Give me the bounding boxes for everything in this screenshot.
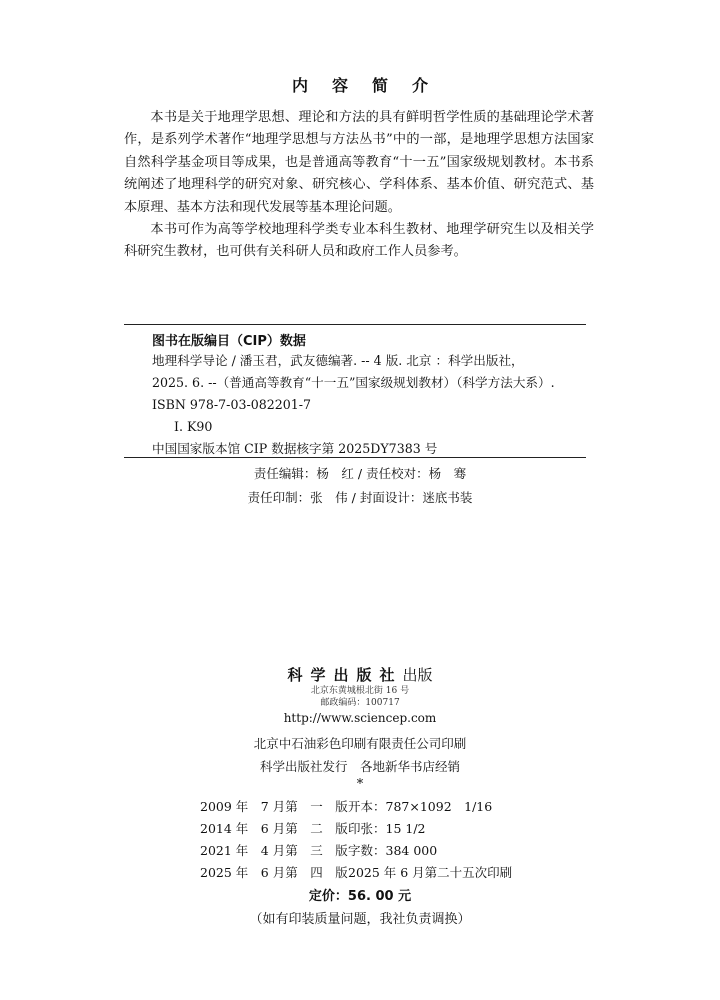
- credits-block: [0, 462, 720, 510]
- title-char: 内: [291, 76, 308, 95]
- cip-class: Ⅰ. K90: [174, 419, 213, 434]
- page-title: [0, 73, 720, 96]
- edition-date: 2025 年 6 月第 四 版: [200, 865, 348, 880]
- edition-date: 2009 年 7 月第 一 版: [200, 799, 348, 814]
- cip-record: 中国国家版本馆 CIP 数据核字第 2025DY7383 号: [152, 441, 438, 456]
- cip-line: 地理科学导论 / 潘玉君，武友德编著. -- 4 版. 北京 ：科学出版社，: [152, 353, 524, 368]
- edition-spec: 字数：384 000: [348, 843, 438, 858]
- price: 定价：56. 00 元: [308, 889, 412, 904]
- cip-top-rule: [124, 324, 586, 325]
- edition-row: [200, 862, 512, 884]
- credits-line: 责任印制：张 伟 / 封面设计：迷底书装: [247, 490, 473, 505]
- intro-paragraph: 本书可作为高等学校地理科学类专业本科生教材、地理学研究生以及相关学科研究生教材，也可供有关科研人员和政府工作人员参考。: [124, 222, 594, 260]
- title-char: 容: [331, 76, 348, 95]
- credits-line: 责任编辑：杨 红 / 责任校对：杨 骞: [253, 466, 467, 481]
- distribution-line: 科学出版社发行 各地新华书店经销: [259, 759, 460, 774]
- publisher-address: 北京东黄城根北街 16 号: [310, 686, 410, 696]
- edition-row: [200, 840, 512, 862]
- edition-row: [200, 818, 512, 840]
- printer-line: 北京中石油彩色印刷有限责任公司印刷: [253, 736, 467, 751]
- edition-spec: 2025 年 6 月第二十五次印刷: [348, 865, 513, 880]
- publisher-name: [0, 664, 720, 685]
- edition-table: [200, 796, 512, 884]
- publisher-brand: 科学出版社: [287, 666, 403, 684]
- publisher-suffix: 出版: [402, 666, 433, 684]
- edition-date: 2021 年 4 月第 三 版: [200, 843, 348, 858]
- publisher-postcode: 邮政编码：100717: [320, 698, 400, 708]
- intro-section: [124, 107, 594, 264]
- edition-date: 2014 年 6 月第 二 版: [200, 821, 348, 836]
- cip-isbn: ISBN 978-7-03-082201-7: [152, 397, 312, 412]
- edition-row: [200, 796, 512, 818]
- edition-spec: 印张：15 1/2: [348, 821, 426, 836]
- publisher-url: http://www.sciencep.com: [283, 711, 437, 725]
- separator-star: *: [356, 777, 364, 792]
- intro-paragraph: 本书是关于地理学思想、理论和方法的具有鲜明哲学性质的基础理论学术著作，是系列学术著作“地理学思想与方法丛书”中的一部，是地理学思想方法国家自然科学基金项目等成果，也是普通高等教育“十一五”国家级规划教材。本书系统阐述了地理科学的研究对象、研究核心、学科体系、基本价值、研究范式、基本原理、基本方法和现代发展等基本理论问题。: [124, 110, 594, 215]
- title-char: 介: [412, 76, 429, 95]
- cip-bottom-rule: [124, 457, 586, 458]
- cip-block: [152, 350, 592, 460]
- cip-heading: 图书在版编目（CIP）数据: [152, 334, 306, 349]
- quality-notice: （如有印装质量问题，我社负责调换）: [249, 912, 471, 927]
- edition-spec: 开本：787×1092 1/16: [348, 799, 493, 814]
- cip-line: 2025. 6. --（普通高等教育“十一五”国家级规划教材）（科学方法大系）.: [152, 375, 555, 390]
- publisher-address-block: [0, 685, 720, 709]
- title-char: 简: [372, 76, 389, 95]
